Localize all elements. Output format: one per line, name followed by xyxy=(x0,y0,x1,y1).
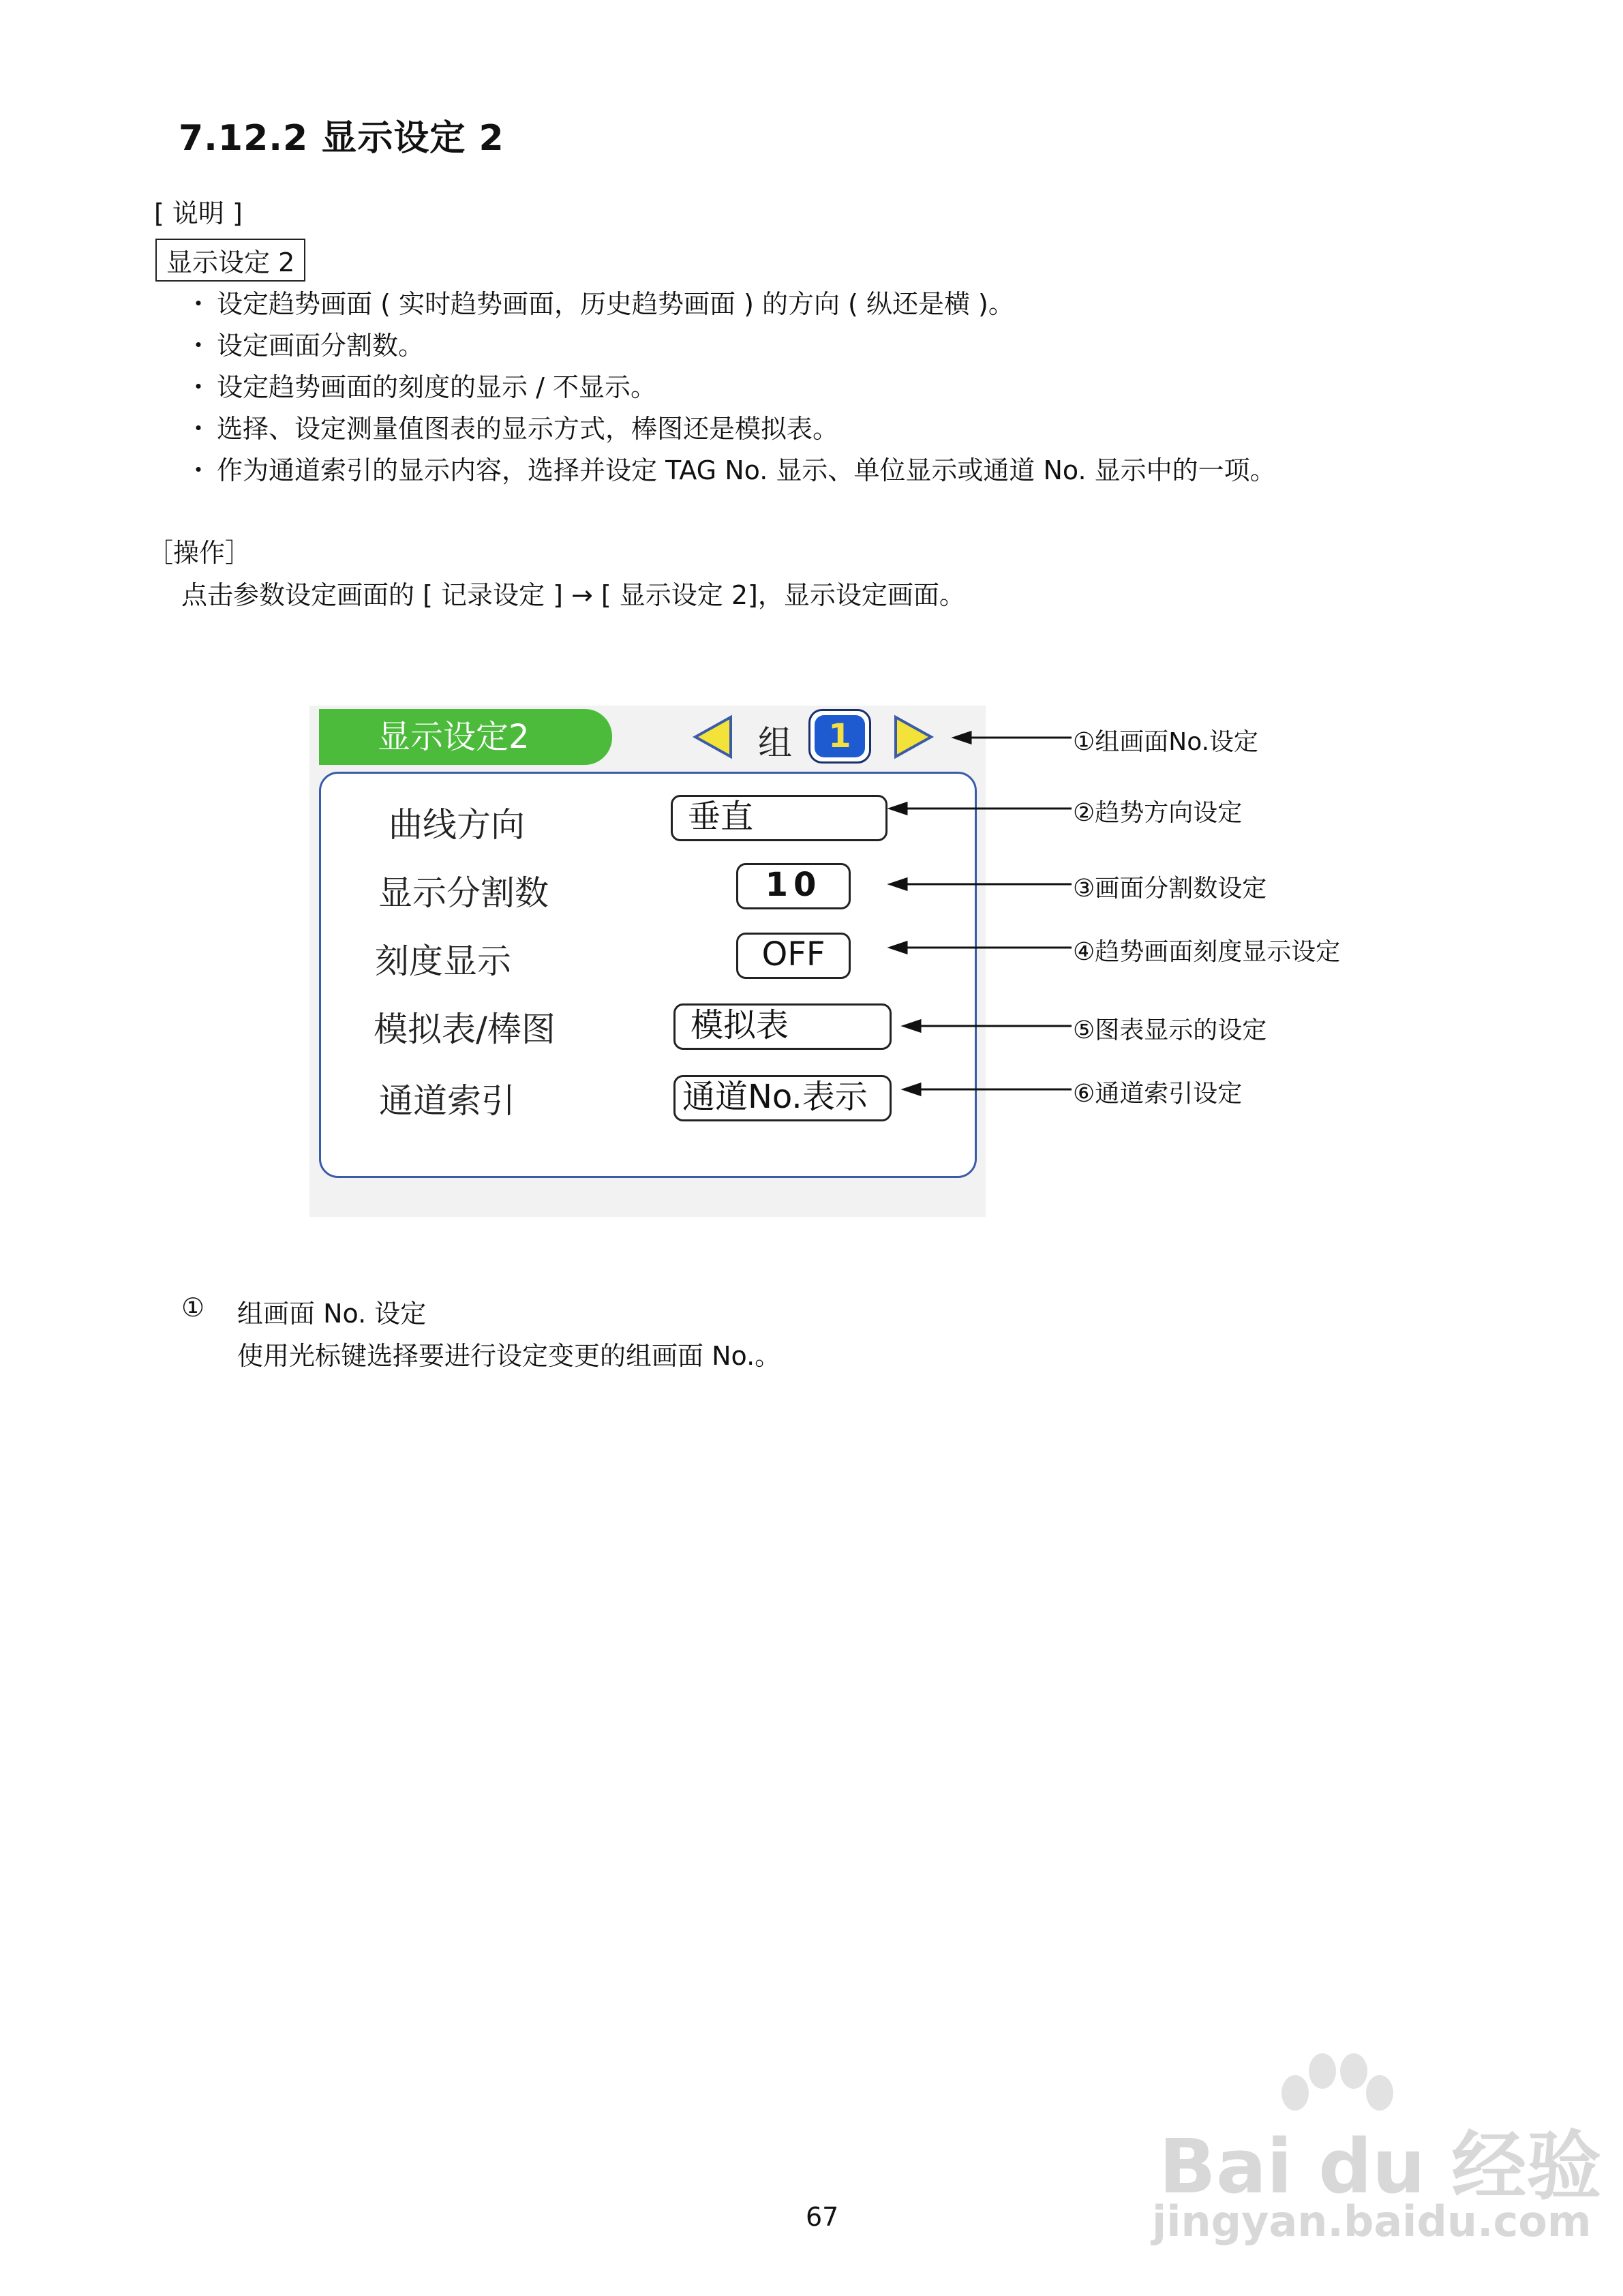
group-label: 组 xyxy=(758,723,792,763)
channel-index-value: 通道No.表示 xyxy=(682,1078,868,1116)
note-number: ① xyxy=(181,1293,205,1323)
row-label-scale-display: 刻度显示 xyxy=(375,941,511,981)
callout-arrowhead-1 xyxy=(954,732,971,743)
bullet-text: 作为通道索引的显示内容，选择并设定 TAG No. 显示、单位显示或通道 No. 显示中的一项。 xyxy=(217,455,1276,485)
operation-text: 点击参数设定画面的 [ 记录设定 ] → [ 显示设定 2]，显示设定画面。 xyxy=(181,580,965,610)
bullet-item-4 xyxy=(185,408,838,445)
watermark-brand: Bai du 经验 xyxy=(1159,2123,1602,2210)
row-label-curve-direction: 曲线方向 xyxy=(389,805,525,845)
scale-display-field[interactable] xyxy=(736,933,851,979)
scale-display-value: OFF xyxy=(761,935,825,973)
callout-arrowhead-3 xyxy=(890,879,907,890)
split-count-field[interactable] xyxy=(736,863,851,909)
channel-index-field[interactable] xyxy=(673,1075,892,1121)
group-number: 1 xyxy=(815,715,865,757)
bullet-mark: ・ xyxy=(185,455,212,485)
bullet-item-1 xyxy=(185,283,1014,320)
page-number: 67 xyxy=(806,2202,839,2232)
row-label-split-count: 显示分割数 xyxy=(378,873,549,913)
bullet-text: 设定画面分割数。 xyxy=(217,331,425,361)
callout-1: ①组画面No.设定 xyxy=(1073,728,1259,756)
bullet-text: 设定趋势画面 ( 实时趋势画面，历史趋势画面 ) 的方向 ( 纵还是横 )。 xyxy=(217,289,1014,319)
bullet-mark: ・ xyxy=(185,289,212,319)
callout-arrows xyxy=(886,716,1091,1125)
bullet-mark: ・ xyxy=(185,331,212,361)
meter-bar-field[interactable] xyxy=(673,1003,892,1050)
callout-6: ⑥通道索引设定 xyxy=(1073,1080,1243,1108)
callout-arrowhead-2 xyxy=(890,803,907,814)
row-label-channel-index: 通道索引 xyxy=(379,1081,515,1121)
bullet-item-5 xyxy=(185,449,1276,487)
bullet-item-2 xyxy=(185,324,424,362)
screen-title-bar xyxy=(319,709,612,765)
bullet-text: 设定趋势画面的刻度的显示 / 不显示。 xyxy=(217,372,656,402)
prev-group-arrow-icon[interactable] xyxy=(691,714,733,759)
callout-arrowhead-4 xyxy=(890,942,907,953)
group-number-box[interactable] xyxy=(808,709,871,764)
section-heading: 7.12.2 显示设定 2 xyxy=(179,118,504,159)
split-count-value: 10 xyxy=(765,866,822,904)
callout-3: ③画面分割数设定 xyxy=(1073,875,1267,903)
bullet-text: 选择、设定测量值图表的显示方式，棒图还是模拟表。 xyxy=(217,414,839,444)
bullet-mark: ・ xyxy=(185,372,212,402)
note-text: 使用光标键选择要进行设定变更的组画面 No.。 xyxy=(237,1341,781,1371)
bullet-mark: ・ xyxy=(185,414,212,444)
operation-label: ［操作］ xyxy=(147,538,252,568)
meter-bar-value: 模拟表 xyxy=(691,1006,789,1044)
watermark-url: jingyan.baidu.com xyxy=(1152,2196,1592,2246)
callout-4: ④趋势画面刻度显示设定 xyxy=(1073,938,1341,966)
screen-title: 显示设定2 xyxy=(378,718,530,756)
boxed-title: 显示设定 2 xyxy=(155,239,305,282)
curve-direction-value: 垂直 xyxy=(688,798,754,836)
curve-direction-field[interactable] xyxy=(671,795,888,841)
note-title: 组画面 No. 设定 xyxy=(237,1299,427,1329)
callout-2: ②趋势方向设定 xyxy=(1073,799,1243,827)
callout-arrowhead-5 xyxy=(904,1021,920,1031)
callout-arrowhead-6 xyxy=(904,1084,920,1095)
explanation-label: [ 说明 ] xyxy=(154,198,243,228)
bullet-item-3 xyxy=(185,366,656,404)
row-label-meter-bar: 模拟表/棒图 xyxy=(374,1010,556,1049)
callout-5: ⑤图表显示的设定 xyxy=(1073,1016,1267,1044)
